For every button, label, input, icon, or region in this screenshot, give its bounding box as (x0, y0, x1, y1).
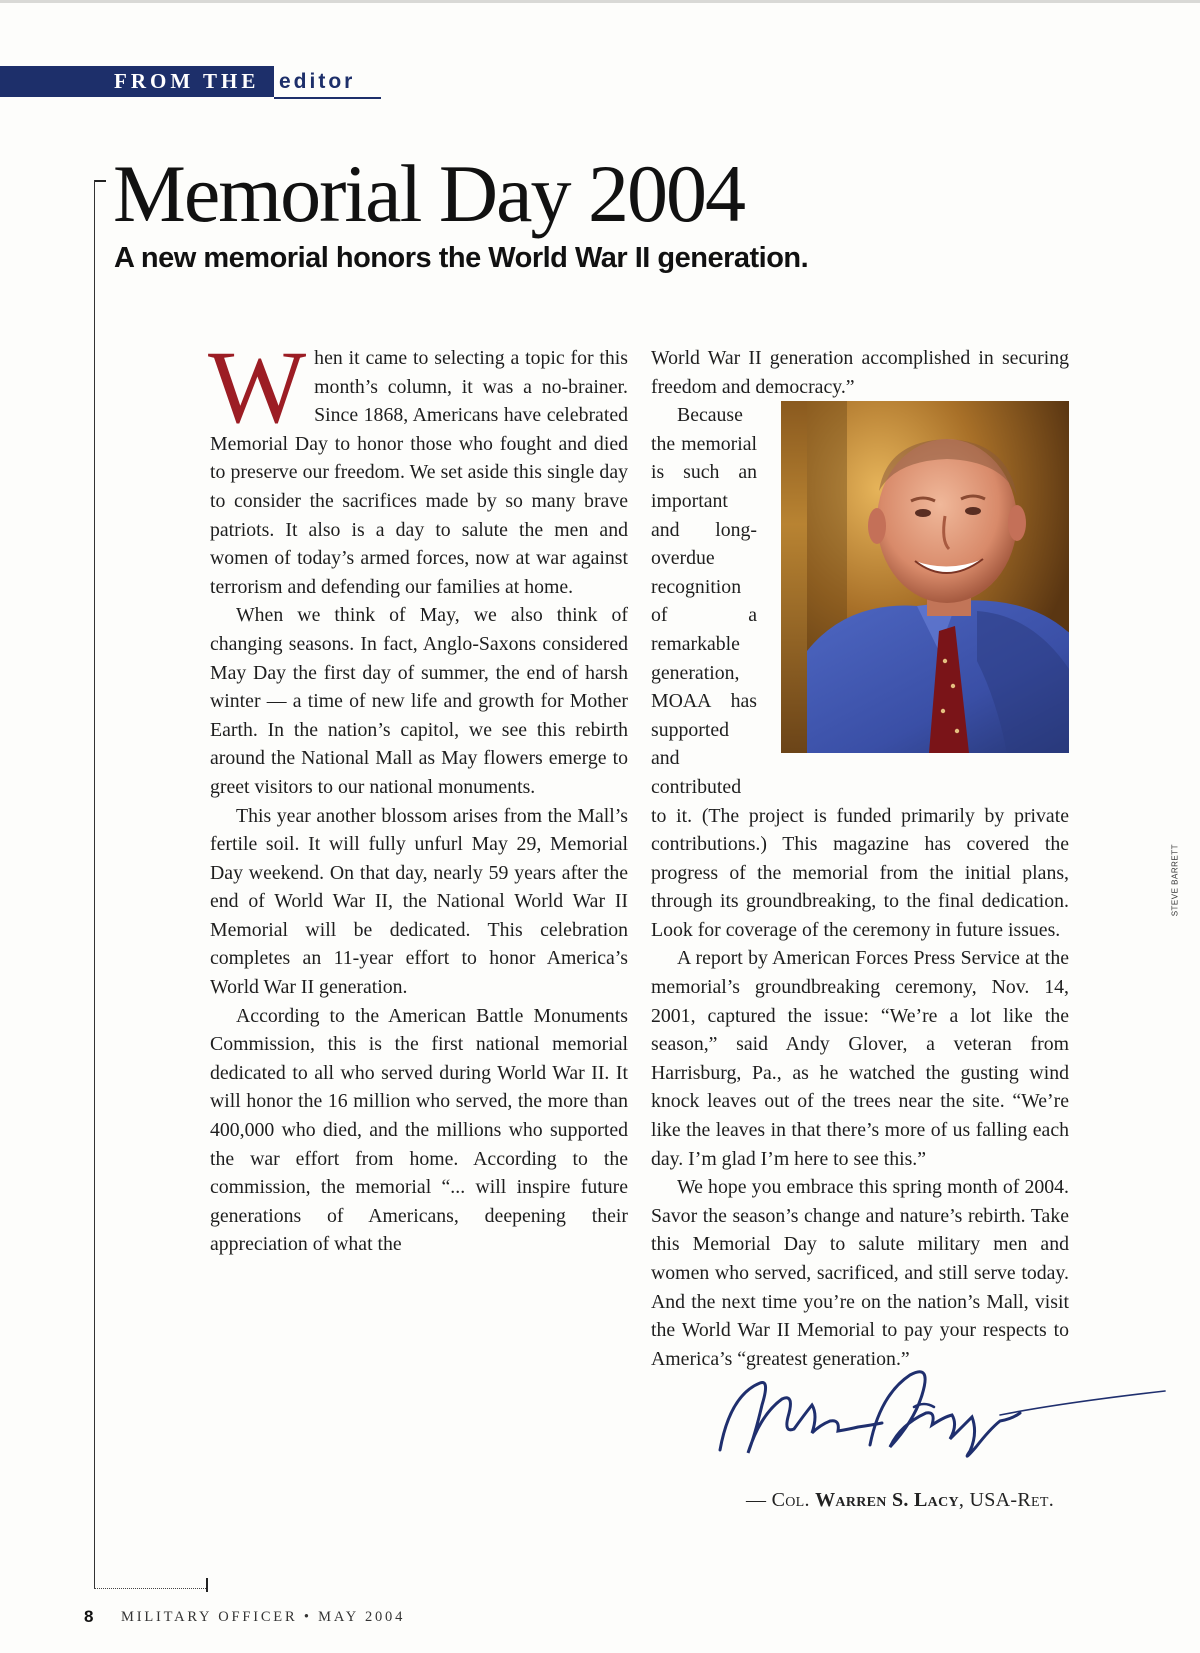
section-label-from-the: FROM THE (114, 69, 260, 93)
author-portrait (781, 401, 1069, 753)
byline-rank: Col. (771, 1489, 810, 1511)
photo-credit: STEVE BARRETT (1170, 844, 1179, 917)
byline-dash: — (746, 1489, 772, 1511)
paragraph: This year another blossom arises from the Mall’s fertile soil. It will fully unfurl May 29, Memorial Day weekend. On that day, nearly 59 years after the end of World War II, the National World War II Memorial will be dedicated. This celebration completes an 11-year effort to honor America’s World War II generation. (210, 804, 628, 999)
paragraph (651, 401, 1069, 944)
byline (746, 1489, 1054, 1512)
paragraph: World War II generation accomplished in securing freedom and democracy.” (651, 347, 1069, 398)
paragraph: When we think of May, we also think of changing seasons. In fact, Anglo-Saxons considered May Day the first day of summer, the end of harsh winter — a time of new life and growth for Mother Earth. In the nation’s capitol, we see this rebirth around the National Mall as May flowers emerge to greet visitors to our national monuments. (210, 604, 628, 798)
article-column-left (208, 330, 628, 1259)
section-label-editor: editor (279, 70, 356, 93)
article-column-right (651, 344, 1069, 1373)
paragraph: We hope you embrace this spring month of 2004. Savor the season’s change and nature’s rebirth. Take this Memorial Day to salute military men and women who served, sacrificed, and still serve today. And the next time you’re on the nation’s Mall, visit the World War II Memorial to pay your respects to America’s “greatest generation.” (651, 1176, 1069, 1370)
paragraph (208, 330, 628, 601)
signature (700, 1355, 1170, 1465)
frame-corner-top (94, 180, 106, 182)
frame-rule-bottom (94, 1588, 206, 1589)
page-number: 8 (84, 1607, 94, 1626)
section-underline (274, 97, 381, 99)
paragraph-text: hen it came to selecting a topic for this month’s column, it was a no-brainer. Since 1868, Americans have celebrated Memorial Day to honor those who fought and died to preserve our freedom. We set aside this single day to consider the sacrifices made by so many brave patriots. It also is a day to salute the men and women of today’s armed forces, now at war against terrorism and defending our families at home. (210, 347, 628, 598)
byline-name: Warren S. Lacy (815, 1489, 959, 1511)
paragraph: According to the American Battle Monuments Commission, this is the first national memorial dedicated to all who served during World War II. It will honor the 16 million who served, the more than 400,000 who died, and the millions who supported the war effort from home. According to the commission, the memorial “... will inspire future generations of Americans, deepening their appreciation of what the (210, 1004, 628, 1256)
frame-rule-left (94, 180, 95, 1588)
top-rule (0, 0, 1200, 3)
paragraph-text: Because the memorial is such an important and long-overdue recognition of a remarkable generation, MOAA has supported and contributed to it. (The project is funded primarily by private contributions.) This magazine has covered the progress of the memorial from the initial plans, through its groundbreaking, to the final dedication. Look for coverage of the ceremony in future issues. (651, 404, 1069, 941)
photo-float-space (771, 401, 1069, 775)
portrait-illustration (807, 401, 1069, 753)
paragraph: A report by American Forces Press Service at the memorial’s groundbreaking ceremony, Nov. 14, 2001, captured the issue: “We’re a lot like the season,” said Andy Glover, a veteran from Harrisburg, Pa., as he watched the gusting wind knock leaves out of the trees near the site. “We’re like the leaves in that there’s more of us falling each day. I’m glad I’m here to see this.” (651, 947, 1069, 1170)
byline-suffix: , USA-Ret. (958, 1489, 1055, 1511)
folio-text: MILITARY OFFICER • MAY 2004 (121, 1609, 406, 1625)
frame-tick (206, 1578, 208, 1592)
drop-cap: W (208, 330, 307, 445)
headline: Memorial Day 2004 (113, 148, 744, 239)
deck: A new memorial honors the World War II generation. (114, 242, 809, 274)
